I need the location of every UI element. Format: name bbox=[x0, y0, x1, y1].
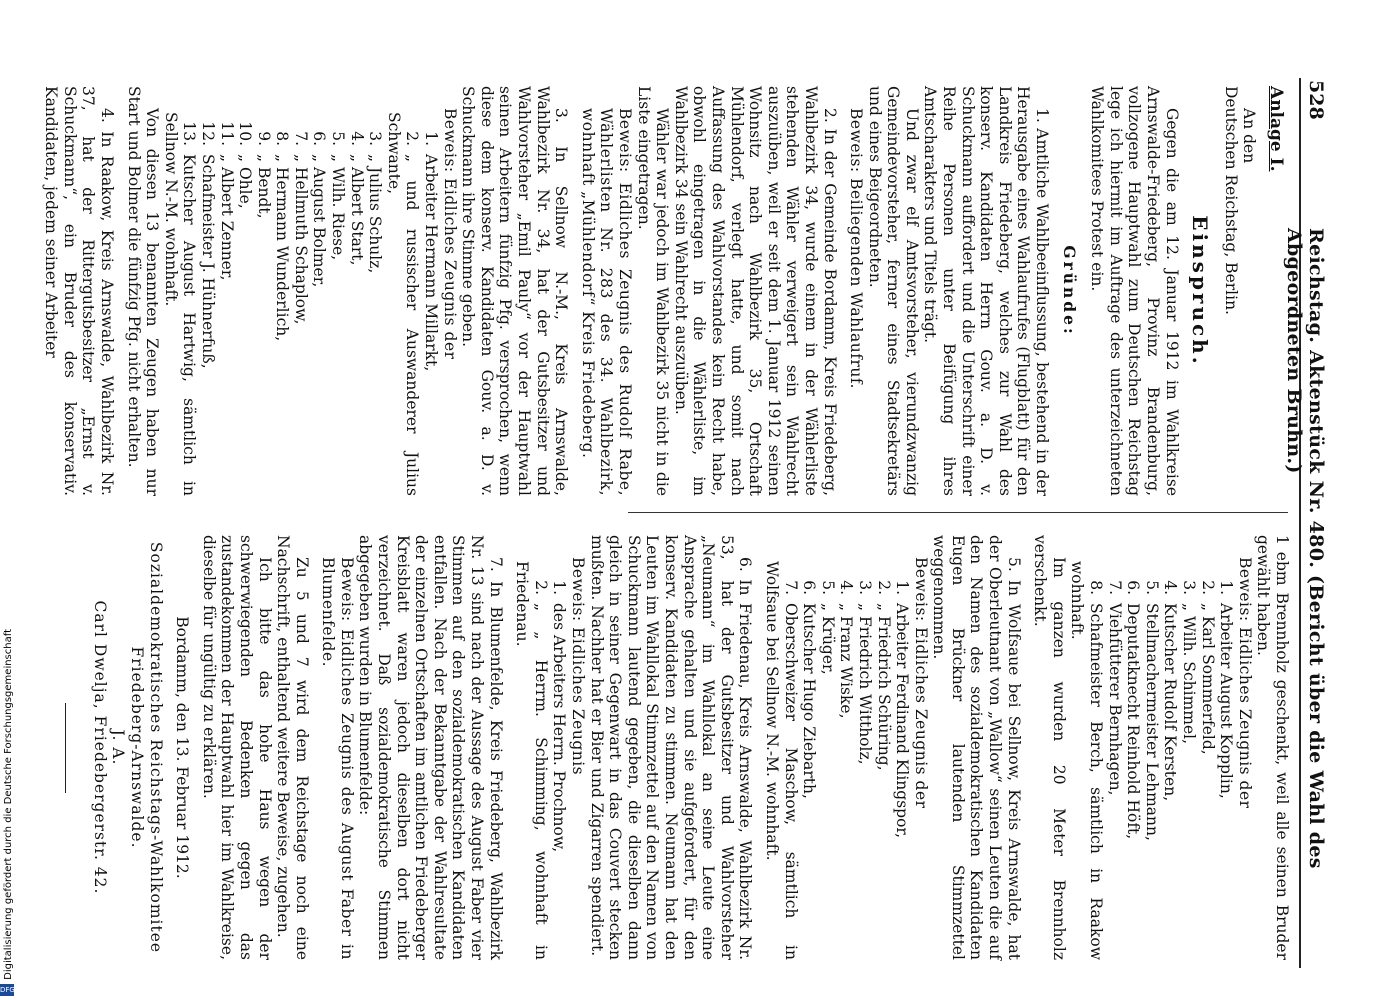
committee-region: Friedeberg-Arnswalde. bbox=[127, 646, 146, 849]
list-item: 6.„ August Bolmer, bbox=[310, 131, 329, 288]
dfg-logo-icon: DFG bbox=[0, 986, 15, 994]
list-item: 4.Kutscher Rudolf Kersten, bbox=[1161, 580, 1180, 802]
list-item: 4.„ Franz Wiske, bbox=[837, 580, 856, 719]
intro-paragraph: Gegen die am 12. Januar 1912 im Wahlkreise Arnswalde-Friedeberg, Provinz Brandenburg, vollzogene Hauptwahl zum Deutschen Reichstag lege ich hiermit im Auftrage des unterzeichneten Wahlkomitees Protest ein. bbox=[1088, 86, 1181, 496]
paragraph-2: 2. In der Gemeinde Bordamm, Kreis Friedeberg, Wahlbezirk 34, wurde einem in der Wählerliste stehenden Wähler verweigert sein Wahlrecht auszuüben, weil er seit dem 1. Januar 1912 seinen Wohnsitz nach Wahlbezirk 35, Ortschaft Mühlendorf, verlegt hatte, und somit nach Auffassung des Wahlvorstandes kein Recht habe, obwohl eingetragen in die Wählerliste, im Wahlbezirk 34 sein Wahlrecht auszuüben. bbox=[671, 86, 839, 496]
paragraph-3b: Von diesen 13 benannten Zeugen haben nur Start und Bolmer die fünfzig Pfg. nicht erhalten. bbox=[124, 86, 162, 496]
address-line: Deutschen Reichstag, Berlin. bbox=[1221, 86, 1240, 315]
paragraph-9: Ich bitte das hohe Haus wegen der schwerwiegenden Bedenken gegen das zustandekommen der Hauptwahl hier im Wahlkreise, dieselbe für ungültig zu erklären. bbox=[199, 535, 274, 960]
page-number: 528 bbox=[1305, 80, 1327, 120]
list-item: 9.„ Bendt, bbox=[254, 131, 273, 219]
evidence-6: Beweis: Eidliches Zeugnis bbox=[569, 557, 588, 776]
left-column bbox=[42, 86, 1291, 496]
list-item: 7.Oberschweizer Maschow, sämtlich in Wolfsaue bei Sellnow N.-M. wohnhaft. bbox=[762, 561, 800, 960]
paragraph-2b: Wähler war jedoch im Wahlbezirk 35 nicht in die Liste eingetragen. bbox=[634, 86, 672, 496]
evidence-3: Beweis: Eidliches Zeugnis der bbox=[440, 108, 459, 360]
paragraph-3: 3. In Sellnow N.-M., Kreis Arnswalde, Wahlbezirk Nr. 34, hat der Gutsbesitzer und Wahlvorsteher „Emil Pauly“ vor der Hauptwahl seinen Arbeitern fünfzig Pfg. versprochen, wenn diese dem konserv. Kandidaten Gouv. a. D. v. Schuckmann ihre Stimme geben. bbox=[459, 86, 571, 496]
paragraph-1: 1. Amtliche Wahlbeeinflussung, bestehend in der Herausgabe eines Wahlaufrufes (Flugblatt) für den Landkreis Friedeberg, welches zur Wahl des konserv. Kandidaten Herrn Gouv. a. D. v. Schuckmann auffordert und die Unterschrift einer Reihe Personen unter Beifügung ihres Amtscharakters und Titels trägt. bbox=[921, 86, 1052, 496]
list-item: 1.des Arbeiters Herrn. Prochnow, bbox=[550, 580, 569, 853]
on-behalf: J. A. bbox=[109, 729, 128, 766]
committee-name: Sozialdemokratisches Reichstags-Wahlkomitee bbox=[146, 541, 165, 954]
paragraph-8: Zu 5 und 7 wird dem Reichstage noch eine Nachschrift, enthaltend weitere Beweise, zugehen. bbox=[274, 535, 311, 960]
signature: Carl Dwelja, Friedebergerstr. 42. bbox=[90, 600, 109, 895]
list-item: 10.„ Ohle, bbox=[236, 121, 255, 209]
list-item: 3.„ Wilh. Schimmel, bbox=[1180, 580, 1199, 745]
list-item: 3.„ Julius Schulz, bbox=[366, 131, 385, 274]
list-item: 6.Deputatknecht Reinhold Höft, bbox=[1124, 580, 1143, 840]
list-item: 5.„ Krüger, bbox=[818, 580, 837, 675]
list-item: 7.„ Hellmuth Schaplow, bbox=[291, 131, 310, 325]
paragraph-7: 7. In Blumenfelde, Kreis Friedeberg, Wahlbezirk Nr. 13 sind nach der Aussage des August Faber vier Stimmen auf den sozialdemokratischen Kandidaten entfallen. Nach der Bekanntgabe der Wahlresultate der einzelnen Ortschaften im amtlichen Friedeberger Kreisblatt waren jedoch dieselben dort nicht verzeichnet. Daß sozialdemokratische Stimmen abgegeben wurden in Blumenfelde: bbox=[356, 535, 505, 960]
witness-list-3 bbox=[161, 86, 440, 496]
right-column bbox=[65, 535, 1291, 960]
evidence-5: Beweis: Eidliches Zeugnis der bbox=[911, 557, 930, 809]
evidence-2: Beweis: Eidliches Zeugnis des Rudolf Rabe, Wählerlisten Nr. 283 des 34. Wahlbezirk, wohnhaft „Mühlendorf“ Kreis Friedeberg. bbox=[578, 108, 634, 496]
list-item: 11.„ Albert Zenner, bbox=[217, 121, 236, 281]
list-item: 5.„ Wilh. Riese, bbox=[329, 131, 348, 261]
list-item: 13.Kutscher August Hartwig, sämtlich in Sellnow N.-M. wohnhaft. bbox=[161, 112, 199, 496]
witness-list-5 bbox=[762, 535, 911, 960]
list-item: 1.Arbeiter August Kopplin, bbox=[1217, 580, 1236, 799]
list-item: 1.Arbeiter Hermann Millarkt, bbox=[422, 131, 441, 372]
paragraph-4-continued: 1 ebm Brennholz geschenkt, weil alle seinen Bruder gewählt haben. bbox=[1254, 535, 1291, 960]
evidence-1: Beweis: Beiliegenden Wahlaufruf. bbox=[847, 108, 866, 389]
list-item: 4.„ Albert Start, bbox=[347, 131, 366, 266]
paragraph-4: 4. In Raakow, Kreis Arnswalde, Wahlbezirk Nr. 37, hat der Rittergutsbesitzer „Ernst v. Schuckmann“, ein Bruder des konservativ. Kandidaten, jedem seiner Arbeiter bbox=[42, 86, 116, 496]
gruende-heading: Gründe: bbox=[1059, 245, 1079, 337]
address-line: An den bbox=[1240, 108, 1259, 164]
list-item: 7.Viehfütterer Bernhagen, bbox=[1105, 580, 1124, 796]
funding-note: Digitalisierung gefördert durch die Deutsche Forschungsgemeinschaft bbox=[3, 629, 14, 980]
evidence-7: Beweis: Eidliches Zeugnis des August Faber in Blumenfelde. bbox=[319, 557, 356, 960]
paragraph-1b: Und zwar elf Amtsvorsteher, vierundzwanzig Gemeindevorsteher, ferner eines Stadtsekretärs und eines Beigeordneten. bbox=[865, 86, 921, 496]
paragraph-5: 5. In Wolfsaue bei Sellnow, Kreis Arnswalde, hat der Oberleutnant von „Wallow“ seinen Leuten die auf den Namen des sozialdemokratischen Kandidaten Eugen Brückner lautenden Stimmzettel weggenommen. bbox=[930, 535, 1023, 960]
list-item: 12.Schafmeister J. Hühnerfuß, bbox=[198, 121, 217, 369]
list-item: 1.Arbeiter Ferdinand Klingspor, bbox=[893, 580, 912, 839]
list-item: 2.„ Karl Sommerfeld, bbox=[1198, 580, 1217, 755]
witness-list-6 bbox=[513, 535, 569, 960]
column-divider bbox=[628, 512, 1288, 513]
list-item: 8.„ Hermann Wunderlich, bbox=[273, 131, 292, 342]
list-item: 8.Schafmeister Berch, sämtlich in Raakow wohnhaft. bbox=[1068, 561, 1106, 960]
list-item: 2.„ Friedrich Schüring, bbox=[874, 580, 893, 771]
anlage-label: Anlage I. bbox=[1266, 86, 1286, 172]
place-date: Bordamm, den 13. Februar 1912. bbox=[173, 616, 192, 879]
list-item: 2.„ und russischer Auswanderer Julius Schwante, bbox=[384, 112, 422, 496]
list-item: 3.„ Friedrich Wittholz, bbox=[855, 580, 874, 765]
page-header bbox=[1283, 78, 1327, 968]
paragraph-6: 6. In Friedenau, Kreis Arnswalde, Wahlbezirk Nr. 53, hat der Gutsbesitzer und Wahlvorsteher „Neumann“ im Wahllokal an seine Leute eine Ansprache gehalten und sie aufgefordert, für den konserv. Kandidaten zu stimmen. Neumann hat den Leuten im Wahllokal Stimmzettel auf den Namen von Schuckmann lautend gegeben, die dieselben dann gleich in seiner Gegenwart in das Couvert stecken mußten. Nachher hat er Bier und Zigarren spendiert. bbox=[587, 535, 755, 960]
paragraph-4b: Im ganzen wurden 20 Meter Brennholz verschenkt. bbox=[1031, 535, 1068, 960]
end-rule bbox=[65, 703, 66, 793]
list-item: 6.Kutscher Hugo Ziebarth, bbox=[800, 580, 819, 799]
list-item: 5.Stellmachermeister Lehmann, bbox=[1142, 580, 1161, 841]
witness-list-4 bbox=[1068, 535, 1235, 960]
list-item: 2.„ „ Herrm. Schimming, wohnhaft in Friedenau. bbox=[513, 561, 550, 960]
evidence-4: Beweis: Eidliches Zeugnis der bbox=[1235, 557, 1254, 809]
document-title: Einspruch. bbox=[1188, 215, 1213, 367]
running-title: Reichstag. Aktenstück Nr. 480. (Bericht über die Wahl des Abgeordneten Bruhn.) bbox=[1283, 228, 1327, 869]
